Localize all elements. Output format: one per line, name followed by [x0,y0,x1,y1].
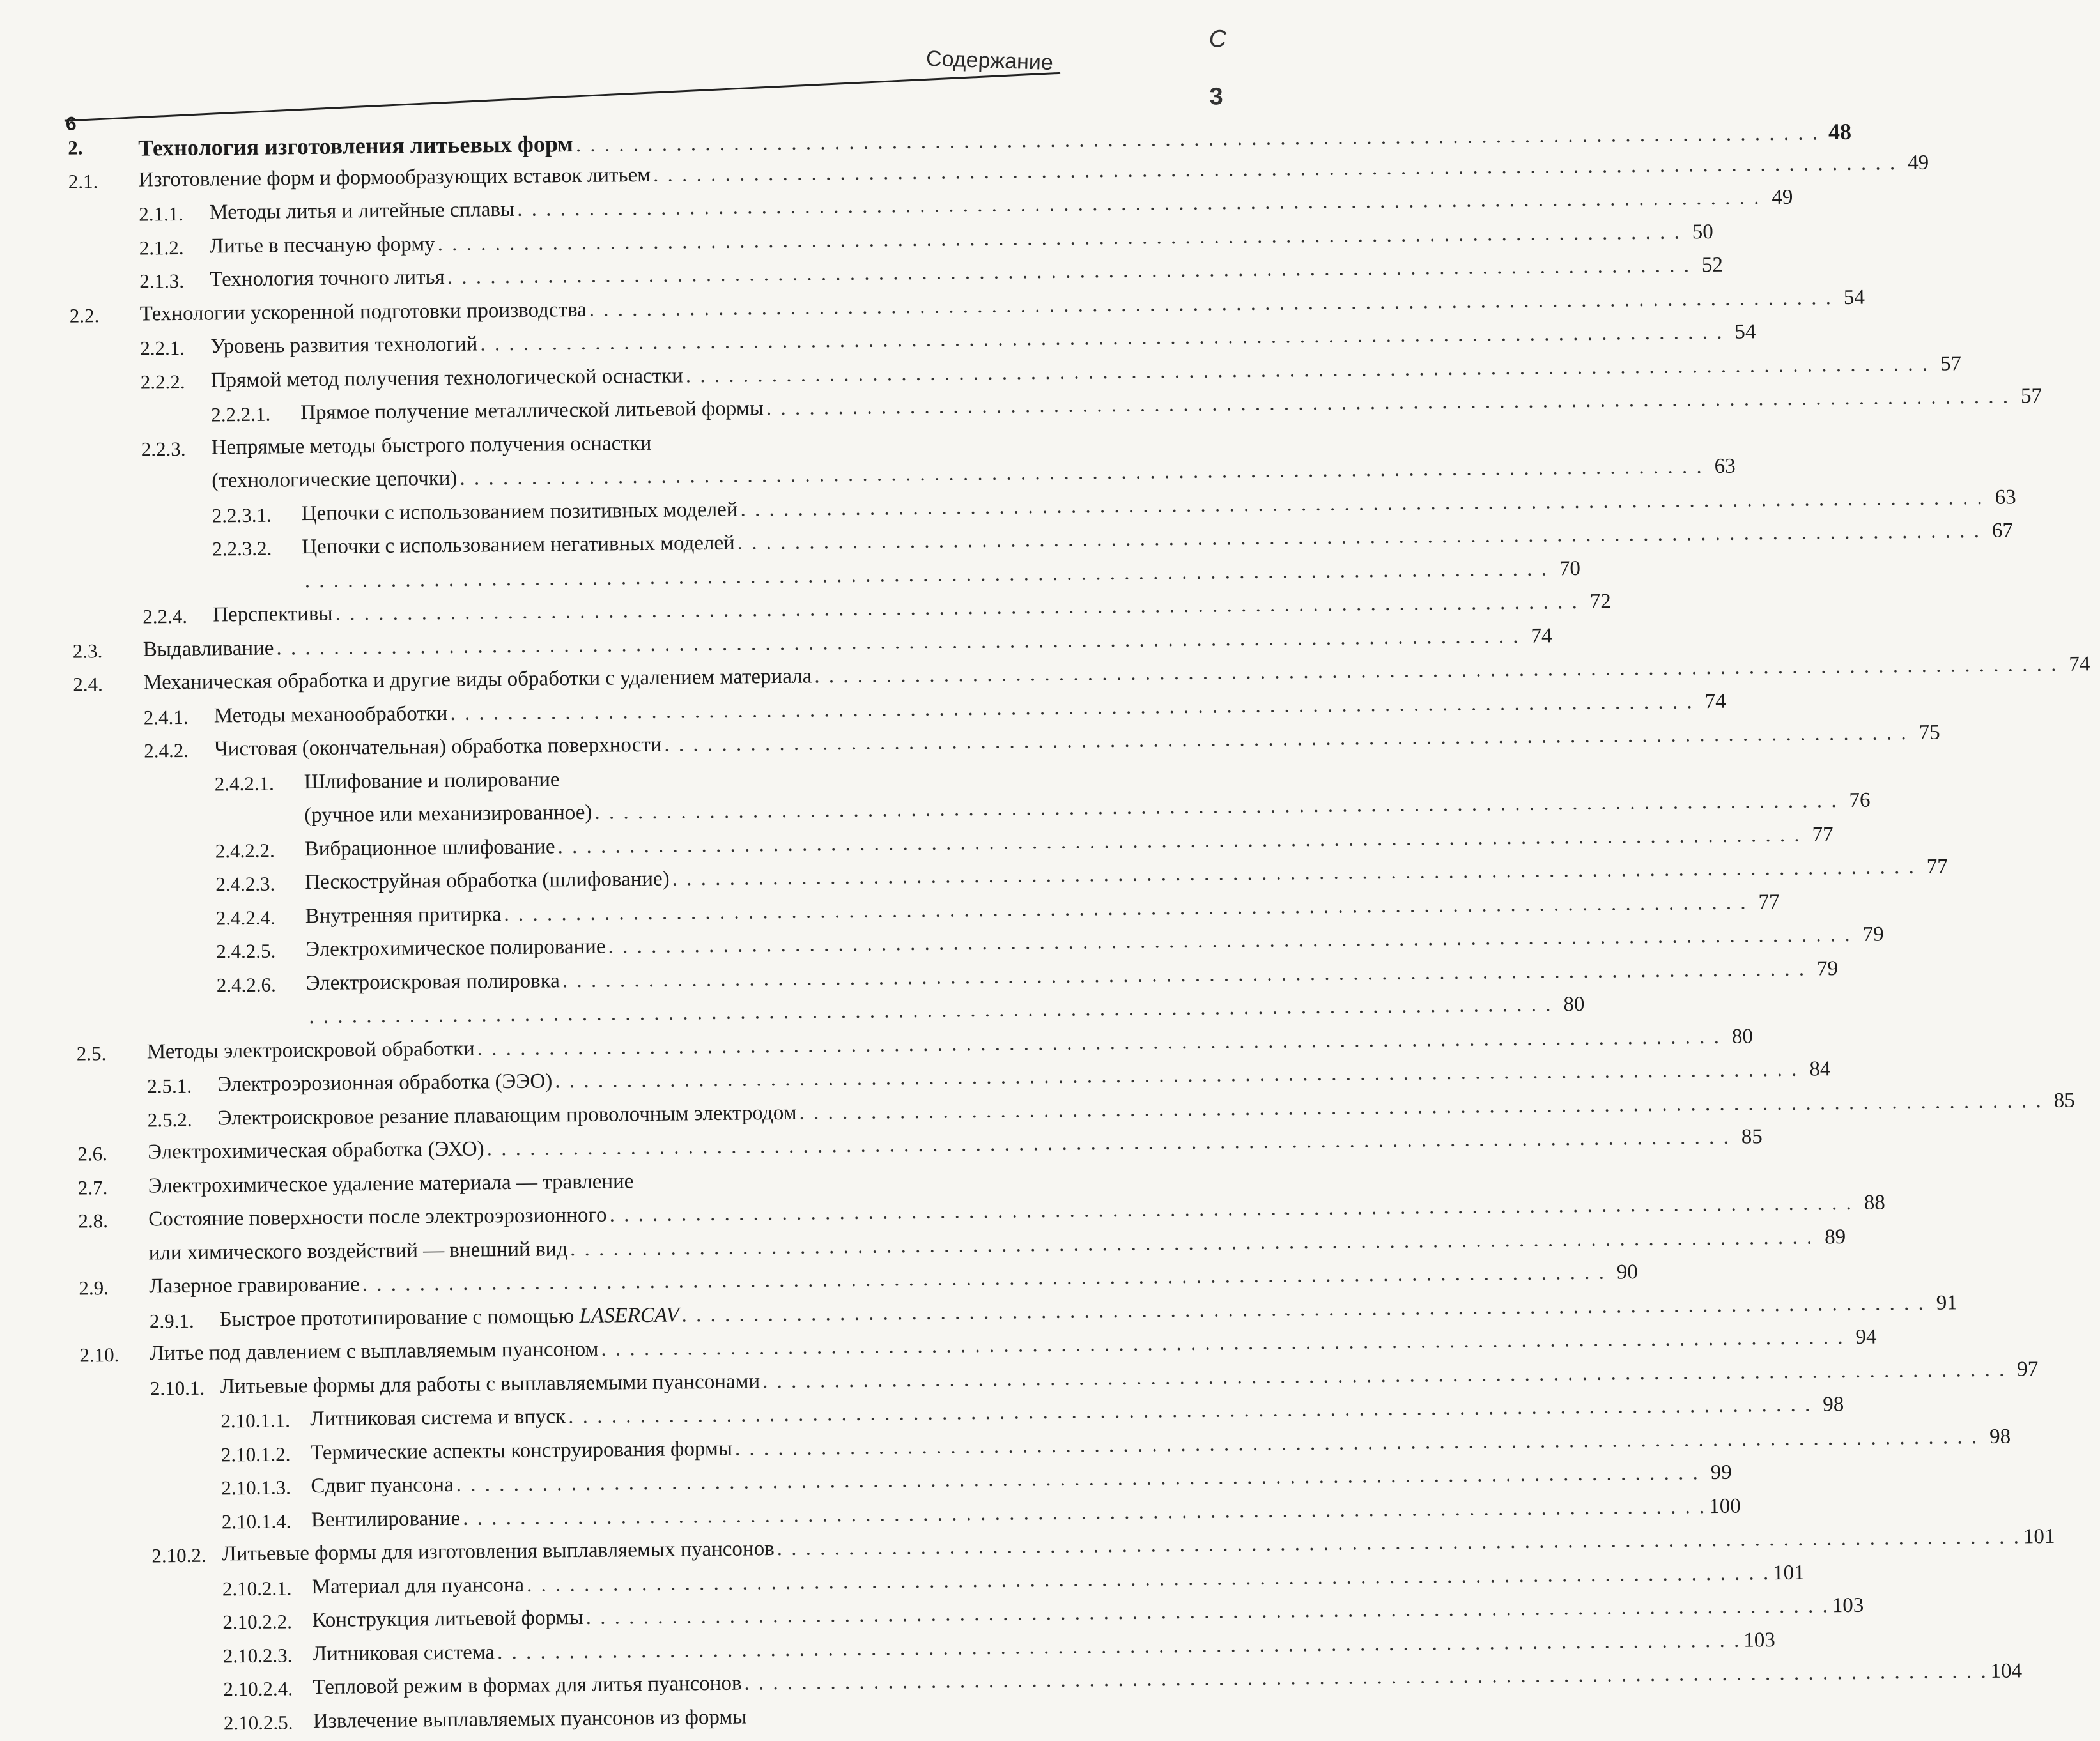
toc-entry-number: 2.5. [77,1042,107,1065]
toc-entry-title-text: Электроискровое резание плавающим проволочным электродом [218,1101,797,1130]
toc-entry-title-text: Прямой метод получения технологической оснастки [211,364,683,392]
dot-leader: . . . . . . . . . . . . . . . . . . . . . . . . . . . . . . . . . . . . . . . . . . . . . . . . . . . . . . . . . . . . . . . . . . . . . . . . . . . . . . . . . . . . . . . [653,151,1897,187]
toc-entry-page: 74 [1696,689,1726,713]
dot-leader: . . . . . . . . . . . . . . . . . . . . . . . . . . . . . . . . . . . . . . . . . . . . . . . . . . . . . . . . . . . . . . . . . . . . . . . . . . . . . . . . . . . . . . . [609,1192,1853,1227]
toc-entry-number: 2.10.1.1. [220,1409,290,1432]
dot-leader: . . . . . . . . . . . . . . . . . . . . . . . . . . . . . . . . . . . . . . . . . . . . . . . . . . . . . . . . . . . . . . . . . . . . . . . . . . . . . . . . . . . . . . . [517,186,1761,222]
dot-leader: . . . . . . . . . . . . . . . . . . . . . . . . . . . . . . . . . . . . . . . . . . . . . . . . . . . . . . . . . . . . . . . . . . . . . . . . . . . . . . . . . . . . . . . [594,789,1839,825]
dot-leader: . . . . . . . . . . . . . . . . . . . . . . . . . . . . . . . . . . . . . . . . . . . . . . . . . . . . . . . . . . . . . . . . . . . . . . . . . . . . . . . . . . . . . . . [672,855,1916,891]
dot-leader: . . . . . . . . . . . . . . . . . . . . . . . . . . . . . . . . . . . . . . . . . . . . . . . . . . . . . . . . . . . . . . . . . . . . . . . . . . . . . . . . . . . . . . . [527,1561,1771,1597]
toc-entry-page: 94 [1847,1326,1876,1349]
toc-entry-title [210,266,445,292]
toc-entry-title-text: Изготовление форм и формообразующих вставок литьем [139,163,651,191]
toc-entry-title-text: Тепловой режим в формах для литья пуансонов [313,1672,741,1699]
toc-entry-title-text: (ручное или механизированное) [304,801,592,827]
toc-entry-number: 2.4.2.6. [217,973,276,997]
toc-entry-title-text: Цепочки с использованием позитивных моделей [302,498,738,525]
toc-entry-title [311,1473,454,1498]
toc-entry-page: 49 [1763,186,1793,210]
dot-leader: . . . . . . . . . . . . . . . . . . . . . . . . . . . . . . . . . . . . . . . . . . . . . . . . . . . . . . . . . . . . . . . . . . . . . . . . . . . . . . . . . . . . . . . [681,1291,1926,1327]
toc-entry-title [306,969,560,995]
toc-entry-page: 85 [1733,1125,1763,1149]
toc-entry-title-text: Лазерное гравирование [149,1273,360,1298]
toc-entry-number: 2.2.1. [140,337,185,360]
dot-leader: . . . . . . . . . . . . . . . . . . . . . . . . . . . . . . . . . . . . . . . . . . . . . . . . . . . . . . . . . . . . . . . . . . . . . . . . . . . . . . . . . . . . . . . [447,254,1692,289]
dot-leader: . . . . . . . . . . . . . . . . . . . . . . . . . . . . . . . . . . . . . . . . . . . . . . . . . . . . . . . . . . . . . . . . . . . . . . . . . . . . . . . . . . . . . . . [309,993,1553,1029]
toc-entry-page: 70 [1551,556,1580,580]
toc-entry-number: 2.4.1. [144,705,189,729]
toc-entry-title-text: Технология точного литья [210,266,445,291]
toc-entry-title-text: Механическая обработка и другие виды обработки с удалением материала [143,664,812,694]
toc-entry-page: 74 [1522,624,1552,648]
toc-entry-line [310,1400,1075,1431]
dot-leader: . . . . . . . . . . . . . . . . . . . . . . . . . . . . . . . . . . . . . . . . . . . . . . . . . . . . . . . . . . . . . . . . . . . . . . . . . . . . . . . . . . . . . . . [568,1393,1812,1429]
dot-leader: . . . . . . . . . . . . . . . . . . . . . . . . . . . . . . . . . . . . . . . . . . . . . . . . . . . . . . . . . . . . . . . . . . . . . . . . . . . . . . . . . . . . . . . [486,1126,1731,1162]
toc-entry-line [311,1468,1076,1498]
toc-entry-title-text: Методы электроискровой обработки [147,1037,475,1063]
toc-entry-title [222,1537,775,1566]
toc-entry-number: 2. [68,136,83,159]
toc-entry-title [148,1137,484,1164]
toc-entry-page: 99 [1702,1461,1732,1485]
toc-entry-line [212,461,1066,493]
toc-entry-page: 89 [1816,1225,1846,1249]
toc-entry-line [306,964,1071,995]
toc-entry-line [220,1300,1074,1331]
toc-entry-line [143,629,1068,661]
toc-entry-number: 2.10.2.5. [224,1711,293,1735]
toc-entry-title-text: Вибрационное шлифование [305,835,555,861]
dot-leader: . . . . . . . . . . . . . . . . . . . . . . . . . . . . . . . . . . . . . . . . . . . . . . . . . . . . . . . . . . . . . . . . . . . . . . . . . . . . . . . . . . . . . . . [799,1089,2043,1125]
toc-entry-line [149,1266,1074,1299]
toc-entry-line [306,998,1071,1029]
toc-entry-line [211,360,1065,392]
toc-entry-title [302,532,735,560]
toc-entry-title-text: Материал для пуансона [312,1573,525,1598]
toc-entry-page: 63 [1986,486,2016,509]
toc-entry-line [313,1635,1077,1666]
toc-entry-title [217,1070,552,1096]
toc-entry-line [147,1031,1072,1064]
toc-entry-page: 97 [2009,1358,2038,1381]
toc-entry-title [213,602,333,627]
toc-entry-title [210,233,435,258]
toc-entry-number: 2.10.2.2. [222,1610,292,1634]
toc-entry-title-text: Перспективы [213,602,333,627]
toc-entry-number: 2.9.1. [150,1309,194,1333]
toc-entry-title [218,1101,797,1130]
toc-entry-number: 2.5.1. [147,1075,192,1098]
table-of-contents [1,119,1243,1740]
toc-entry-title [312,1573,525,1599]
dot-leader: . . . . . . . . . . . . . . . . . . . . . . . . . . . . . . . . . . . . . . . . . . . . . . . . . . . . . . . . . . . . . . . . . . . . . . . . . . . . . . . . . . . . . . . [276,624,1520,660]
toc-entry-title-text: Непрямые методы быстрого получения оснастки [212,431,652,459]
toc-entry-page: 79 [1809,957,1838,981]
toc-entry-title-text: Методы литья и литейные сплавы [209,198,514,224]
dot-leader: . . . . . . . . . . . . . . . . . . . . . . . . . . . . . . . . . . . . . . . . . . . . . . . . . . . . . . . . . . . . . . . . . . . . . . . . . . . . . . . . . . . . . . . [362,1261,1607,1297]
toc-entry-title [311,1437,732,1464]
toc-entry-title-text: Электрохимическое полирование [305,935,606,962]
toc-entry-line [143,663,1068,695]
dot-leader: . . . . . . . . . . . . . . . . . . . . . . . . . . . . . . . . . . . . . . . . . . . . . . . . . . . . . . . . . . . . . . . . . . . . . . . . . . . . . . . . . . . . . . . [777,1525,2021,1561]
dot-leader: . . . . . . . . . . . . . . . . . . . . . . . . . . . . . . . . . . . . . . . . . . . . . . . . . . . . . . . . . . . . . . . . . . . . . . . . . . . . . . . . . . . . . . . [557,823,1802,859]
dot-leader: . . . . . . . . . . . . . . . . . . . . . . . . . . . . . . . . . . . . . . . . . . . . . . . . . . . . . . . . . . . . . . . . . . . . . . . . . . . . . . . . . . . . . . . [477,1025,1722,1061]
dot-leader: . . . . . . . . . . . . . . . . . . . . . . . . . . . . . . . . . . . . . . . . . . . . . . . . . . . . . . . . . . . . . . . . . . . . . . . . . . . . . . . . . . . . . . . [504,891,1748,926]
toc-entry-title [148,1204,607,1232]
toc-entry-title-text: Электроэрозионная обработка (ЭЭО) [217,1070,552,1096]
toc-entry-title-text: Литниковая система и впуск [310,1405,566,1430]
toc-entry-page: 80 [1555,993,1584,1016]
toc-entry-page: 104 [1990,1659,2019,1683]
toc-entry-number: 2.10.1.3. [221,1476,291,1499]
toc-entry-page: 103 [1832,1594,1862,1618]
dot-leader: . . . . . . . . . . . . . . . . . . . . . . . . . . . . . . . . . . . . . . . . . . . . . . . . . . . . . . . . . . . . . . . . . . . . . . . . . . . . . . . . . . . . . . . [555,1058,1799,1094]
toc-entry-page: 98 [1981,1425,2011,1448]
toc-entry-page: 103 [1743,1629,1773,1652]
dot-leader: . . . . . . . . . . . . . . . . . . . . . . . . . . . . . . . . . . . . . . . . . . . . . . . . . . . . . . . . . . . . . . . . . . . . . . . . . . . . . . . . . . . . . . . [305,557,1549,593]
toc-entry-title-text: Технологии ускоренной подготовки производства [140,298,587,325]
toc-entry-title-text: Сдвиг пуансона [311,1473,454,1498]
toc-entry-title [212,467,458,493]
toc-entry-number: 2.4.2.2. [215,839,275,863]
dot-leader: . . . . . . . . . . . . . . . . . . . . . . . . . . . . . . . . . . . . . . . . . . . . . . . . . . . . . . . . . . . . . . . . . . . . . . . . . . . . . . . . . . . . . . . [335,590,1579,626]
toc-entry-title-text: Быстрое прототипирование с помощью [220,1305,580,1331]
toc-entry-page: 72 [1582,590,1611,613]
toc-entry-title-text: Литьевые формы для изготовления выплавляемых пуансонов [222,1537,775,1565]
toc-entry-number: 2.1.3. [139,270,184,293]
toc-entry-title [210,332,477,358]
toc-entry-line [304,797,1069,827]
toc-entry-title [304,768,560,794]
toc-entry-line [222,1535,1076,1567]
toc-entry-title-text: Выдавливание [143,636,274,661]
toc-entry-line [311,1501,1076,1531]
toc-entry-title [311,1507,461,1531]
toc-entry-number: 2.2.2.1. [211,403,270,427]
toc-entry-title [149,1273,360,1298]
toc-entry-line [311,1434,1076,1464]
toc-entry-line [302,495,1067,525]
toc-entry-number: 2.10.2.4. [223,1677,293,1701]
toc-entry-page: 77 [1803,823,1833,847]
dot-leader: . . . . . . . . . . . . . . . . . . . . . . . . . . . . . . . . . . . . . . . . . . . . . . . . . . . . . . . . . . . . . . . . . . . . . . . . . . . . . . . . . . . . . . . [562,957,1807,993]
toc-entry-number: 2.5.2. [148,1108,192,1131]
toc-entry-title-text: Извлечение выплавляемых пуансонов из формы [313,1705,747,1733]
toc-entry-page: 88 [1856,1191,1885,1215]
toc-entry-page: 84 [1801,1057,1830,1081]
toc-entry-title [148,1170,634,1198]
toc-entry-page: 49 [1899,151,1929,174]
toc-entry-number: 2.1.1. [139,203,183,226]
toc-entry-number: 2.9. [79,1277,109,1300]
toc-entry-title [150,1338,598,1366]
toc-entry-page: 67 [1984,519,2013,542]
toc-entry-number: 2.4.2.4. [216,906,275,930]
toc-entry-line [210,260,1064,292]
toc-entry-number: 2.8. [78,1209,108,1232]
dot-leader: . . . . . . . . . . . . . . . . . . . . . . . . . . . . . . . . . . . . . . . . . . . . . . . . . . . . . . . . . . . . . . . . . . . . . . . . . . . . . . . . . . . . . . . [450,690,1694,726]
toc-entry-title-text: Электрохимическое удаление материала — травление [148,1170,634,1197]
toc-entry-line [139,159,1063,192]
toc-entry-line [312,1568,1077,1599]
toc-entry-number: 2.2.2. [141,370,185,394]
toc-entry-page: 101 [2023,1525,2053,1549]
toc-entry-number: 2.10.1. [150,1376,205,1400]
toc-entry-line [140,293,1065,326]
toc-entry-title-text: Вентилирование [311,1507,461,1531]
toc-entry-title-text: Технология изготовления литьевых форм [138,131,573,161]
toc-entry-line [305,931,1070,962]
toc-entry-line [313,1702,1078,1733]
toc-entry-number: 2.2.3. [141,437,186,461]
toc-entry-line [304,763,1069,794]
dot-leader: . . . . . . . . . . . . . . . . . . . . . . . . . . . . . . . . . . . . . . . . . . . . . . . . . . . . . . . . . . . . . . . . . . . . . . . . . . . . . . . . . . . . . . . [456,1461,1700,1497]
toc-entry-line [150,1333,1074,1366]
dot-leader: . . . . . . . . . . . . . . . . . . . . . . . . . . . . . . . . . . . . . . . . . . . . . . . . . . . . . . . . . . . . . . . . . . . . . . . . . . . . . . . . . . . . . . . [576,121,1820,157]
dot-leader: . . . . . . . . . . . . . . . . . . . . . . . . . . . . . . . . . . . . . . . . . . . . . . . . . . . . . . . . . . . . . . . . . . . . . . . . . . . . . . . . . . . . . . . [814,653,2058,689]
page-number: 6 [66,113,77,135]
toc-entry-title [313,1705,747,1733]
toc-entry-title-text: Литье под давлением с выплавляемым пуансоном [150,1338,598,1365]
toc-entry-title [305,935,606,962]
toc-entry-page: 77 [1919,855,1948,878]
toc-entry-page: 57 [1932,352,1961,376]
toc-entry-number: 2.2.3.2. [212,537,272,561]
toc-entry-page: 100 [1709,1494,1738,1518]
toc-entry-title-text: Прямое получение металлической литьевой формы [300,397,764,424]
toc-entry-title [302,498,738,526]
toc-entry-title-text: Цепочки с использованием негативных моделей [302,532,735,559]
toc-entry-title [312,1606,583,1632]
toc-entry-line [313,1669,1077,1699]
toc-entry-line [302,528,1067,559]
dot-leader: . . . . . . . . . . . . . . . . . . . . . . . . . . . . . . . . . . . . . . . . . . . . . . . . . . . . . . . . . . . . . . . . . . . . . . . . . . . . . . . . . . . . . . . [744,1660,1988,1696]
toc-entry-line [209,193,1063,225]
dot-leader: . . . . . . . . . . . . . . . . . . . . . . . . . . . . . . . . . . . . . . . . . . . . . . . . . . . . . . . . . . . . . . . . . . . . . . . . . . . . . . . . . . . . . . . [585,1594,1830,1630]
dot-leader: . . . . . . . . . . . . . . . . . . . . . . . . . . . . . . . . . . . . . . . . . . . . . . . . . . . . . . . . . . . . . . . . . . . . . . . . . . . . . . . . . . . . . . . [735,1425,1979,1461]
toc-entry-title-text: Литьевые формы для работы с выплавляемыми пуансонами [220,1370,760,1398]
toc-entry-title [140,298,587,326]
toc-entry-title-text: Электроискровая полировка [306,969,560,995]
toc-entry-line [210,226,1064,258]
toc-entry-line [148,1199,1073,1232]
dot-leader: . . . . . . . . . . . . . . . . . . . . . . . . . . . . . . . . . . . . . . . . . . . . . . . . . . . . . . . . . . . . . . . . . . . . . . . . . . . . . . . . . . . . . . . [463,1495,1707,1531]
dot-leader: . . . . . . . . . . . . . . . . . . . . . . . . . . . . . . . . . . . . . . . . . . . . . . . . . . . . . . . . . . . . . . . . . . . . . . . . . . . . . . . . . . . . . . . [601,1326,1845,1361]
toc-entry-title [138,130,573,162]
toc-entry-line [305,830,1070,861]
toc-entry-line [148,1132,1072,1165]
toc-entry-title [313,1672,741,1699]
toc-entry-line [214,730,1069,762]
toc-entry-title-text: или химического воздействий — внешний вид [149,1238,568,1264]
toc-entry-number: 2.4.2.1. [215,772,274,795]
toc-entry-number: 2.7. [78,1176,108,1199]
toc-entry-title [305,868,670,894]
dot-leader: . . . . . . . . . . . . . . . . . . . . . . . . . . . . . . . . . . . . . . . . . . . . . . . . . . . . . . . . . . . . . . . . . . . . . . . . . . . . . . . . . . . . . . . [766,385,2011,420]
toc-entry-line [212,427,1066,459]
toc-entry-page: 48 [1822,118,1851,145]
toc-entry-line [148,1165,1073,1198]
toc-entry-page: 90 [1609,1261,1638,1284]
toc-entry-number: 2.10.2.1. [222,1577,292,1600]
toc-entry-title-text: Электрохимическая обработка (ЭХО) [148,1137,484,1163]
toc-entry-number: 2.4.2. [144,739,189,763]
dot-leader: . . . . . . . . . . . . . . . . . . . . . . . . . . . . . . . . . . . . . . . . . . . . . . . . . . . . . . . . . . . . . . . . . . . . . . . . . . . . . . . . . . . . . . . [737,519,1982,555]
toc-entry-number: 2.10.1.2. [221,1443,291,1466]
toc-entry-number: 2.10.1.4. [222,1510,291,1533]
dot-leader: . . . . . . . . . . . . . . . . . . . . . . . . . . . . . . . . . . . . . . . . . . . . . . . . . . . . . . . . . . . . . . . . . . . . . . . . . . . . . . . . . . . . . . . [497,1629,1741,1664]
toc-entry-title-text: Пескоструйная обработка (шлифование) [305,868,670,894]
toc-entry-page: 77 [1750,890,1779,914]
header-rule [65,72,1060,122]
toc-entry-title [313,1641,495,1666]
toc-entry-title-text: Уровень развития технологий [210,332,477,358]
toc-entry-title [305,835,555,861]
toc-entry-title [214,733,662,762]
toc-entry-title [304,801,592,827]
dot-leader: . . . . . . . . . . . . . . . . . . . . . . . . . . . . . . . . . . . . . . . . . . . . . . . . . . . . . . . . . . . . . . . . . . . . . . . . . . . . . . . . . . . . . . . [437,220,1681,256]
dot-leader: . . . . . . . . . . . . . . . . . . . . . . . . . . . . . . . . . . . . . . . . . . . . . . . . . . . . . . . . . . . . . . . . . . . . . . . . . . . . . . . . . . . . . . . [589,286,1834,322]
toc-entry-line [213,595,1067,627]
toc-entry-title-text: Термические аспекты конструирования формы [311,1437,732,1464]
toc-entry-line [305,897,1070,928]
toc-entry-line [302,562,1067,592]
toc-entry-title [147,1037,475,1064]
toc-entry-page: 63 [1706,455,1735,479]
dot-leader: . . . . . . . . . . . . . . . . . . . . . . . . . . . . . . . . . . . . . . . . . . . . . . . . . . . . . . . . . . . . . . . . . . . . . . . . . . . . . . . . . . . . . . . [664,721,1908,757]
toc-entry-line [305,864,1070,894]
toc-entry-title [149,1238,568,1265]
toc-entry-title-text: Литье в песчаную форму [210,233,435,257]
dot-leader: . . . . . . . . . . . . . . . . . . . . . . . . . . . . . . . . . . . . . . . . . . . . . . . . . . . . . . . . . . . . . . . . . . . . . . . . . . . . . . . . . . . . . . . [459,455,1704,491]
toc-entry-page: 52 [1694,254,1723,277]
toc-entry-line [312,1602,1077,1632]
toc-entry-page: 85 [2045,1089,2074,1112]
adjacent-page-glyph: С [1208,26,1226,53]
toc-entry-page: 79 [1855,923,1884,946]
toc-entry-page: 75 [1910,721,1940,745]
toc-entry-title-text: Конструкция литьевой формы [312,1606,583,1632]
toc-entry-page: 91 [1928,1291,1957,1315]
toc-entry-title-text: Литниковая система [313,1641,495,1666]
toc-entry-number: 2.10. [79,1344,119,1367]
toc-entry-number: 2.10.2.3. [223,1644,293,1668]
toc-entry-title [300,397,764,425]
toc-entry-title-text: (технологические цепочки) [212,467,458,493]
toc-entry-line [217,1065,1072,1097]
toc-entry-number: 2.2.3.1. [212,503,272,527]
toc-entry-title-text: Методы механообработки [214,702,448,727]
toc-entry-title-text: Шлифование и полирование [304,768,560,794]
toc-entry-page: 50 [1684,220,1713,243]
dot-leader: . . . . . . . . . . . . . . . . . . . . . . . . . . . . . . . . . . . . . . . . . . . . . . . . . . . . . . . . . . . . . . . . . . . . . . . . . . . . . . . . . . . . . . . [608,923,1852,959]
toc-entry-number: 2.2. [70,304,100,327]
toc-entry-title [212,431,652,459]
toc-entry-number: 2.1. [68,170,98,193]
toc-entry-title [305,903,502,928]
toc-entry-line [300,394,1065,425]
toc-entry-page: 101 [1773,1561,1802,1584]
toc-entry-title [220,1303,679,1331]
dot-leader: . . . . . . . . . . . . . . . . . . . . . . . . . . . . . . . . . . . . . . . . . . . . . . . . . . . . . . . . . . . . . . . . . . . . . . . . . . . . . . . . . . . . . . . [686,352,1930,388]
toc-entry-number: 2.1.2. [139,236,184,259]
toc-entry-page: 76 [1841,789,1870,813]
toc-entry-title [211,364,683,392]
toc-entry-page: 54 [1726,320,1756,344]
dot-leader: . . . . . . . . . . . . . . . . . . . . . . . . . . . . . . . . . . . . . . . . . . . . . . . . . . . . . . . . . . . . . . . . . . . . . . . . . . . . . . . . . . . . . . . [480,321,1724,357]
toc-entry-title [220,1370,760,1399]
toc-entry-title [209,198,514,225]
dot-leader: . . . . . . . . . . . . . . . . . . . . . . . . . . . . . . . . . . . . . . . . . . . . . . . . . . . . . . . . . . . . . . . . . . . . . . . . . . . . . . . . . . . . . . . [570,1225,1814,1261]
toc-entry-page: 98 [1814,1393,1844,1416]
toc-entry-number: 2.3. [73,640,103,663]
toc-entry-title [143,636,274,661]
toc-entry-title [139,163,651,192]
toc-entry-number: 2.4.2.5. [216,940,275,963]
toc-entry-title-emphasis: LASERCAV [579,1303,679,1327]
toc-entry-title [143,664,812,694]
toc-entry-page: 80 [1724,1025,1753,1048]
toc-entry-line [220,1367,1075,1399]
toc-entry-number: 2.6. [77,1142,107,1165]
toc-entry-title-text: Состояние поверхности после электроэрозионного [148,1204,607,1231]
dot-leader: . . . . . . . . . . . . . . . . . . . . . . . . . . . . . . . . . . . . . . . . . . . . . . . . . . . . . . . . . . . . . . . . . . . . . . . . . . . . . . . . . . . . . . . [740,486,1984,521]
toc-entry-title [214,702,448,728]
dot-leader: . . . . . . . . . . . . . . . . . . . . . . . . . . . . . . . . . . . . . . . . . . . . . . . . . . . . . . . . . . . . . . . . . . . . . . . . . . . . . . . . . . . . . . . [762,1358,2007,1393]
toc-entry-title [310,1405,566,1431]
toc-entry-line [218,1098,1072,1130]
toc-entry-number: 2.2.4. [143,605,187,629]
toc-entry-line [210,327,1065,359]
toc-entry-page: 57 [2012,385,2042,408]
toc-entry-page: 74 [2060,652,2090,676]
adjacent-page-glyph: 3 [1209,83,1223,111]
toc-entry-number: 2.10.2. [151,1544,206,1568]
toc-entry-number: 2.4. [73,673,103,696]
toc-entry-line [149,1232,1074,1265]
toc-entry-title-text: Чистовая (окончательная) обработка поверхности [214,733,662,761]
toc-entry-line [214,696,1069,728]
running-header-title: Содержание [926,47,1067,76]
toc-entry-page: 54 [1835,286,1865,309]
toc-entry-number: 2.4.2.3. [215,873,275,896]
toc-entry-title-text: Внутренняя притирка [305,903,502,928]
